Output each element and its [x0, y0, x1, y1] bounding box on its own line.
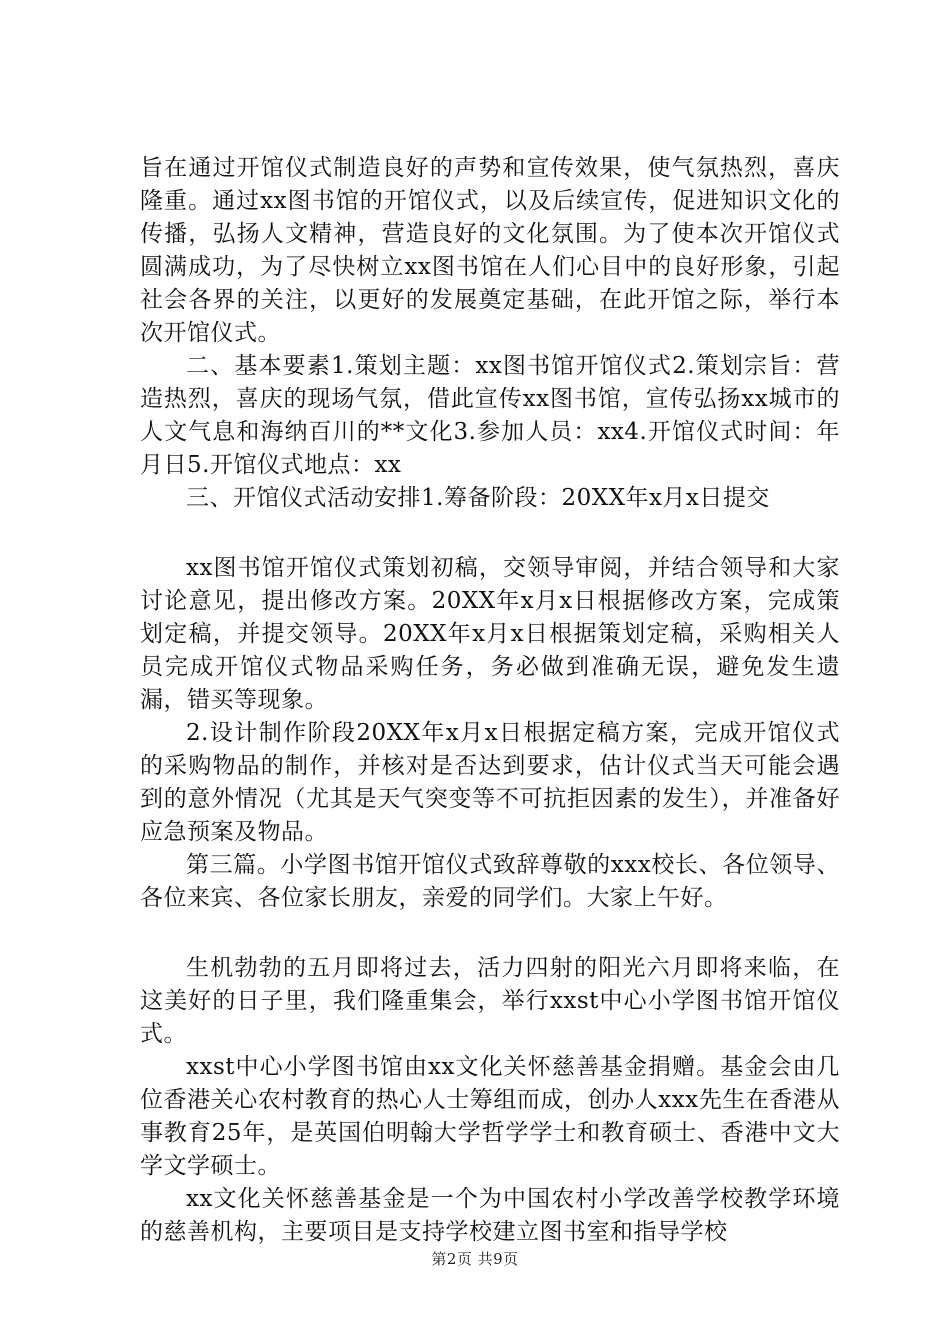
paragraph-foundation: xx文化关怀慈善基金是一个为中国农村小学改善学校教学环境的慈善机构，主要项目是支持学校建立图书室和指导学校: [140, 1186, 840, 1245]
paragraph-basic-elements: 二、基本要素1.策划主题：xx图书馆开馆仪式2.策划宗旨：营造热烈，喜庆的现场气氛，借此宣传xx图书馆，宣传弘扬xx城市的人文气息和海纳百川的**文化3.参加人员：xx4.开馆仪式时间：年月日5.开馆仪式地点：xx: [140, 353, 840, 478]
paragraph-opening-greeting: 生机勃勃的五月即将过去，活力四射的阳光六月即将来临，在这美好的日子里，我们隆重集会，举行xxst中心小学图书馆开馆仪式。: [140, 955, 840, 1047]
paragraph-gap: [140, 915, 840, 952]
paragraph-section-three-title: 第三篇。小学图书馆开馆仪式致辞尊敬的xxx校长、各位领导、各位来宾、各位家长朋友，亲爱的同学们。大家上午好。: [140, 852, 840, 911]
paragraph-donation: xxst中心小学图书馆由xx文化关怀慈善基金捐赠。基金会由几位香港关心农村教育的热心人士筹组而成，创办人xxx先生在香港从事教育25年，是英国伯明翰大学哲学学士和教育硕士、香港中文大学文学硕士。: [140, 1054, 840, 1179]
paragraph-purpose: 旨在通过开馆仪式制造良好的声势和宣传效果，使气氛热烈，喜庆隆重。通过xx图书馆的开馆仪式，以及后续宣传，促进知识文化的传播，弘扬人文精神，营造良好的文化氛围。为了使本次开馆仪式圆满成功，为了尽快树立xx图书馆在人们心目中的良好形象，引起社会各界的关注，以更好的发展奠定基础，在此开馆之际，举行本次开馆仪式。: [140, 155, 840, 346]
paragraph-activity-arrangement: 三、开馆仪式活动安排1.筹备阶段：20XX年x月x日提交: [186, 485, 770, 511]
page-number-footer: 第2页 共9页: [431, 1250, 519, 1268]
paragraph-gap: [140, 515, 840, 552]
document-body: [140, 152, 840, 1249]
paragraph-draft-review: xx图书馆开馆仪式策划初稿，交领导审阅，并结合领导和大家讨论意见，提出修改方案。20XX年x月x日根据修改方案，完成策划定稿，并提交领导。20XX年x月x日根据策划定稿，采购相关人员完成开馆仪式物品采购任务，务必做到准确无误，避免发生遗漏，错买等现象。: [140, 555, 840, 713]
paragraph-design-stage: 2.设计制作阶段20XX年x月x日根据定稿方案，完成开馆仪式的采购物品的制作，并核对是否达到要求，估计仪式当天可能会遇到的意外情况（尤其是天气突变等不可抗拒因素的发生），并准备好应急预案及物品。: [140, 720, 840, 845]
